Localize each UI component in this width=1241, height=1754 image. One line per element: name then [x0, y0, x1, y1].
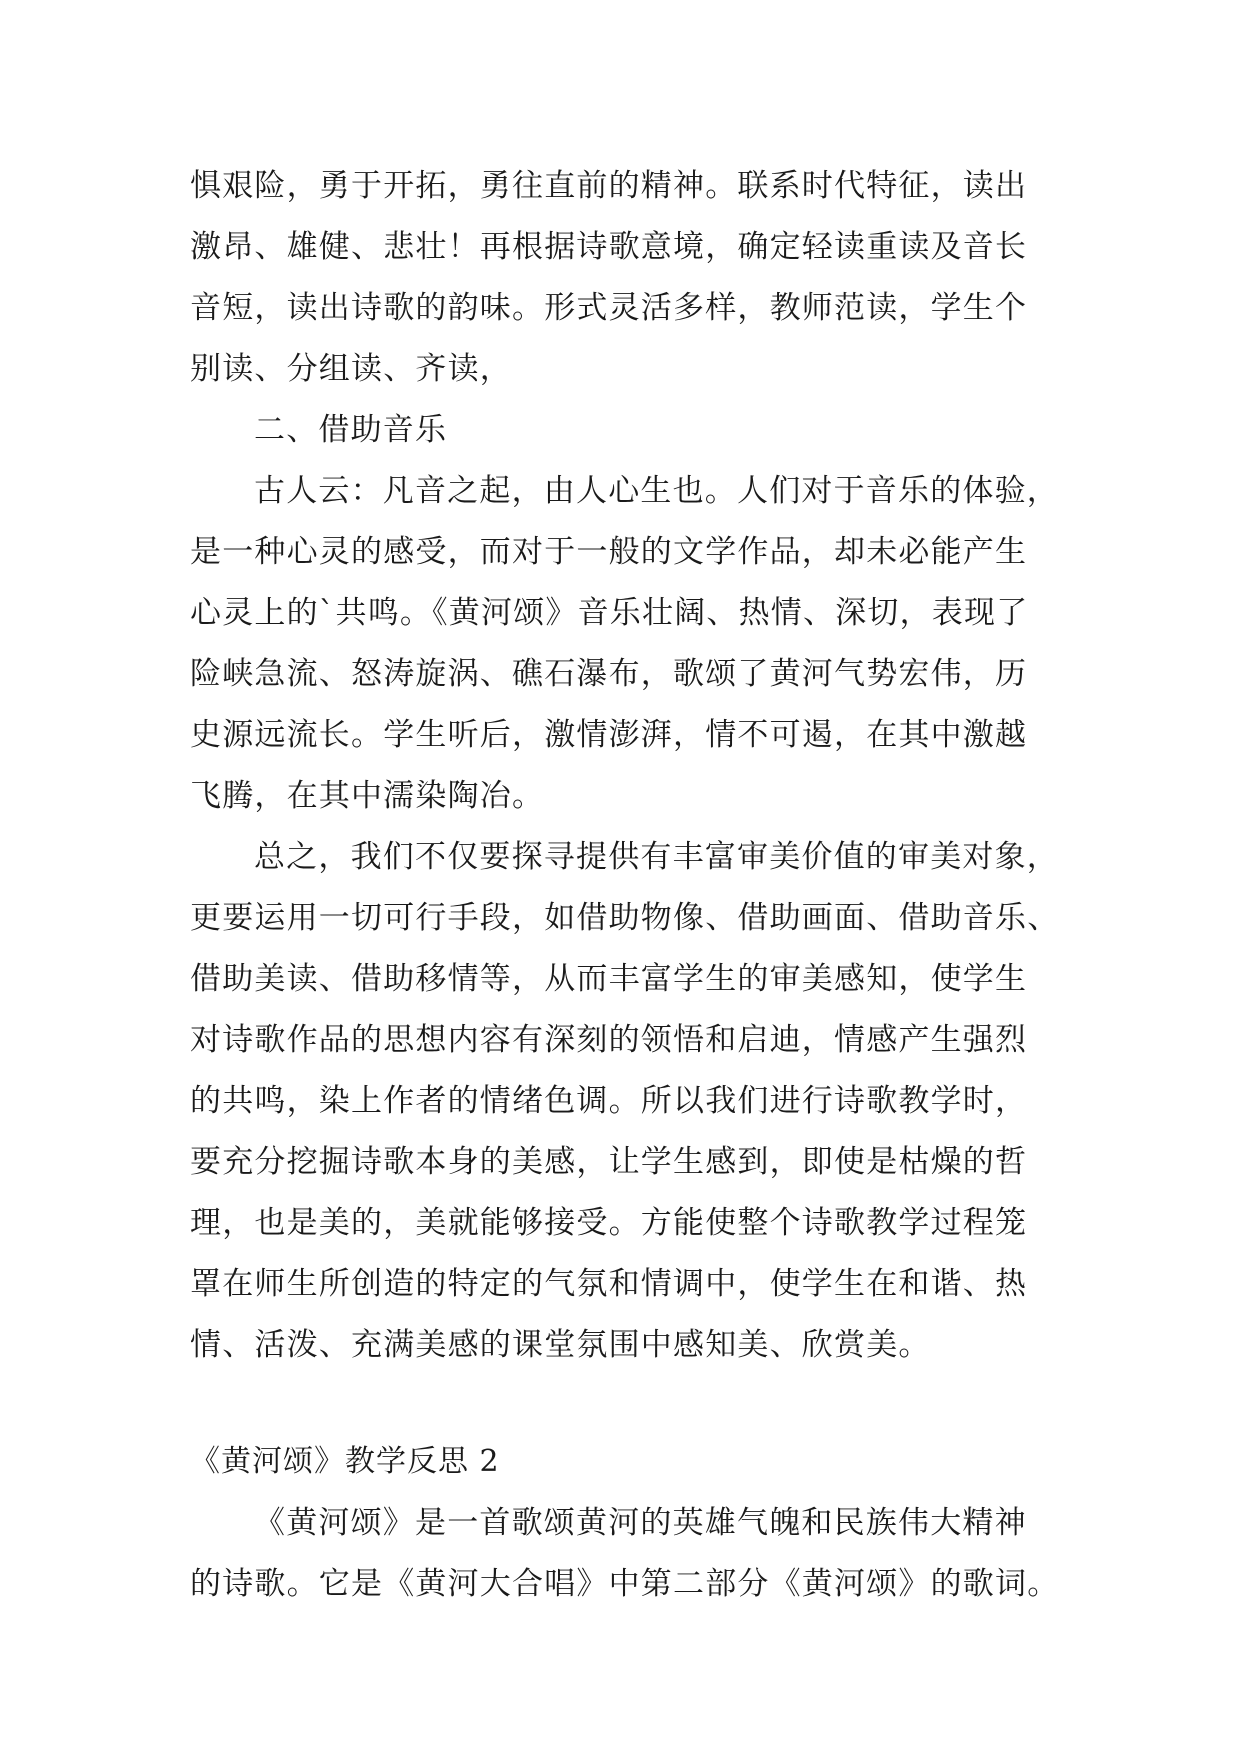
- paragraph-line: 别读、分组读、齐读，: [190, 351, 512, 387]
- paragraph-line: 总之，我们不仅要探寻提供有丰富审美价值的审美对象，: [254, 839, 1059, 875]
- article-title: 《黄河颂》教学反思 2: [190, 1444, 500, 1479]
- paragraph-line: 对诗歌作品的思想内容有深刻的领悟和启迪，情感产生强烈: [190, 1022, 1028, 1058]
- paragraph-line: 的诗歌。它是《黄河大合唱》中第二部分《黄河颂》的歌词。: [190, 1566, 1060, 1602]
- paragraph-line: 要充分挖掘诗歌本身的美感，让学生感到，即使是枯燥的哲: [190, 1144, 1028, 1180]
- paragraph-line: 险峡急流、怒涛旋涡、礁石瀑布，歌颂了黄河气势宏伟，历: [190, 656, 1028, 692]
- section-subheading: 二、借助音乐: [254, 412, 448, 448]
- paragraph-line: 的共鸣，染上作者的情绪色调。所以我们进行诗歌教学时，: [190, 1083, 1028, 1119]
- paragraph-line: 借助美读、借助移情等，从而丰富学生的审美感知，使学生: [190, 961, 1028, 997]
- paragraph-line: 是一种心灵的感受，而对于一般的文学作品，却未必能产生: [190, 534, 1028, 570]
- paragraph-line: 飞腾，在其中濡染陶冶。: [190, 778, 545, 814]
- paragraph-line: 情、活泼、充满美感的课堂氛围中感知美、欣赏美。: [190, 1327, 931, 1363]
- paragraph-line: 理，也是美的，美就能够接受。方能使整个诗歌教学过程笼: [190, 1205, 1028, 1241]
- paragraph-line: 古人云：凡音之起，由人心生也。人们对于音乐的体验，: [254, 473, 1059, 509]
- paragraph-line: 激昂、雄健、悲壮！再根据诗歌意境，确定轻读重读及音长: [190, 229, 1028, 265]
- paragraph-line: 史源远流长。学生听后，激情澎湃，情不可遏，在其中激越: [190, 717, 1028, 753]
- paragraph-line: 惧艰险，勇于开拓，勇往直前的精神。联系时代特征，读出: [190, 168, 1028, 204]
- paragraph-line: 心灵上的`共鸣。《黄河颂》音乐壮阔、热情、深切，表现了: [190, 595, 1029, 631]
- paragraph-line: 《黄河颂》是一首歌颂黄河的英雄气魄和民族伟大精神: [254, 1505, 1027, 1541]
- paragraph-line: 更要运用一切可行手段，如借助物像、借助画面、借助音乐、: [190, 900, 1060, 936]
- paragraph-line: 音短，读出诗歌的韵味。形式灵活多样，教师范读，学生个: [190, 290, 1028, 326]
- paragraph-line: 罩在师生所创造的特定的气氛和情调中，使学生在和谐、热: [190, 1266, 1028, 1302]
